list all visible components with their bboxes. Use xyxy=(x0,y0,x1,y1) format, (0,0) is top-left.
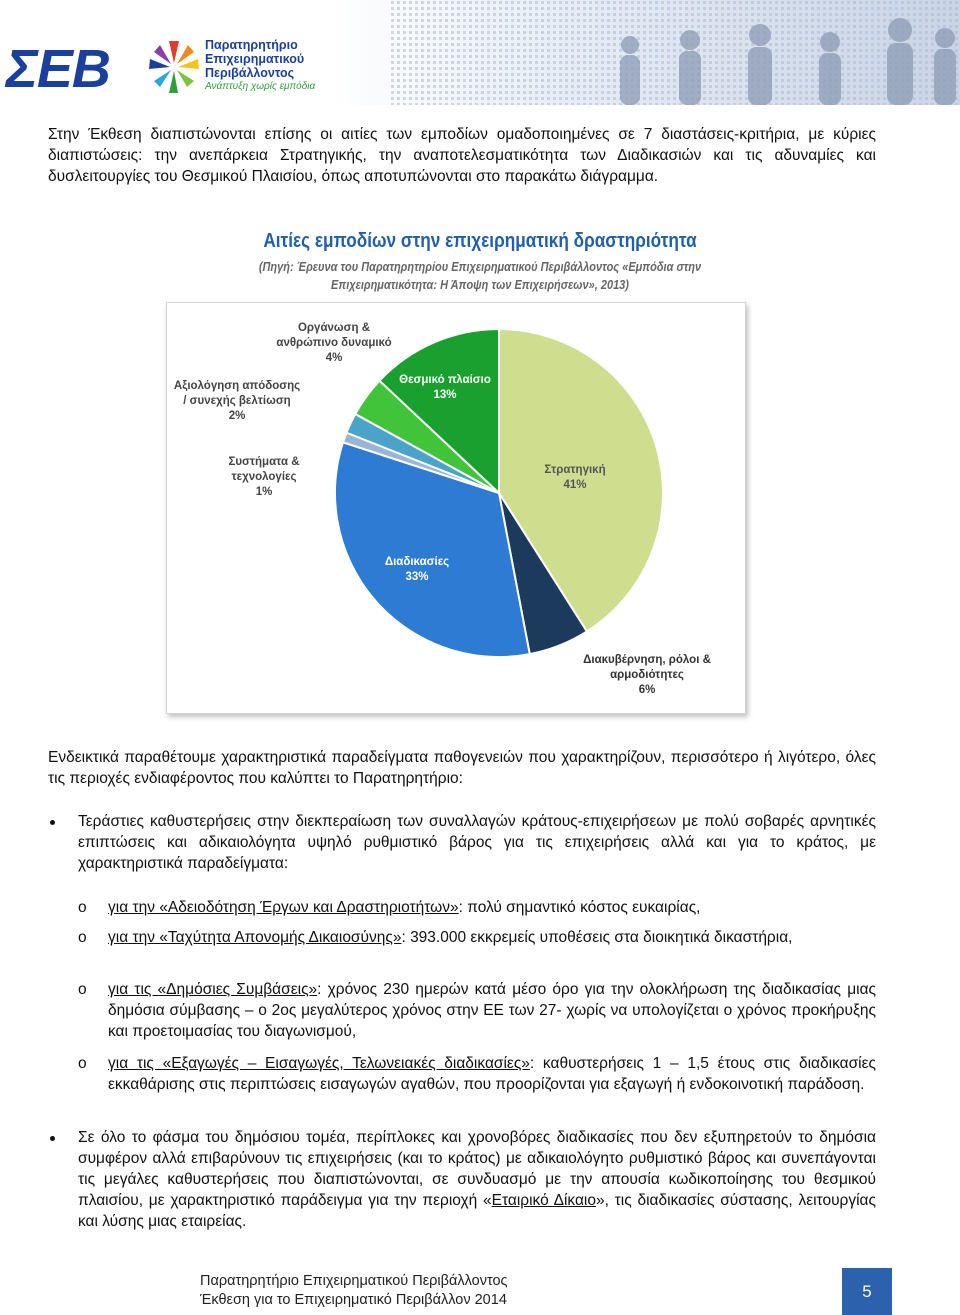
page-header xyxy=(0,0,960,105)
sub-list-marker: o xyxy=(78,899,87,916)
pie-slice-label: Αξιολόγηση απόδοσης / συνεχής βελτίωση 2% xyxy=(173,380,301,422)
footer-line2: Έκθεση για το Επιχειρηματικό Περιβάλλον 2014 xyxy=(200,1292,507,1308)
sev-logo-mark-icon xyxy=(147,38,201,96)
sub-list-text: για τις «Εξαγωγές – Εισαγωγές, Τελωνειακές διαδικασίες»: καθυστερήσεις 1 – 1,5 έτους στις διαδικασίες εκκαθάρισης στις περιπτώσεις εισαγωγών αγαθών, που προορίζονται για εξαγωγή ή ενδοκοινοτική παράδοση. xyxy=(108,1055,876,1093)
chart-title: Αιτίες εμποδίων στην επιχειρηματική δραστηριότητα xyxy=(263,230,697,252)
pie-chart xyxy=(167,303,745,713)
sub-list-text: για την «Αδειοδότηση Έργων και Δραστηριοτήτων»: πολύ σημαντικό κόστος ευκαιρίας, xyxy=(108,899,701,916)
footer-line1: Παρατηρητήριο Επιχειρηματικού Περιβάλλοντος xyxy=(200,1273,508,1289)
bullet-text: Σε όλο το φάσμα του δημόσιου τομέα, περίπλοκες και χρονοβόρες διαδικασίες που δεν εξυπηρετούν το δημόσια συμφέρον αλλά επιβαρύνουν τις επιχειρήσεις (και το κράτος) με αδικαιολόγητο ρυθμιστικό βάρος και συνεπάγονται τις μεγάλες καθυστερήσεις που διαπιστώνονται, σε συνδυασμό με την απουσία κωδικοποίησης του θεσμικού πλαισίου, με χαρακτηριστικό παράδειγμα για την περιοχή «Εταιρικό Δίκαιο», τις διαδικασίες σύστασης, λειτουργίας και λύσης μιας εταιρείας. xyxy=(78,1129,876,1230)
page-footer xyxy=(200,1272,508,1310)
sub-list-link[interactable]: για την «Ταχύτητα Απονομής Δικαιοσύνης» xyxy=(108,929,402,946)
sev-logo-text: ΣΕΒ xyxy=(6,39,110,99)
observatory-logo-text: Παρατηρητήριο Επιχειρηματικού Περιβάλλοντος Ανάπτυξη χωρίς εμπόδια xyxy=(205,38,316,92)
bullet-text: Τεράστιες καθυστερήσεις στην διεκπεραίωση των συναλλαγών κράτους-επιχειρήσεων με πολύ σοβαρές αρνητικές επιπτώσεις και αδικαιολόγητα υψηλό ρυθμιστικό βάρος για τις επιχειρήσεις αλλά και για το κράτος, με χαρακτηριστικά παραδείγματα: xyxy=(78,813,876,872)
sub-list-text: για την «Ταχύτητα Απονομής Δικαιοσύνης»: 393.000 εκκρεμείς υποθέσεις στα διοικητικά δικαστήρια, xyxy=(108,929,793,946)
sub-list-marker: o xyxy=(78,929,87,946)
pie-slice-label: Στρατηγική 41% xyxy=(544,464,606,491)
bullet-dot-icon xyxy=(50,1136,55,1141)
sub-list-marker: o xyxy=(78,1055,87,1072)
corporate-law-link[interactable]: Εταιρικό Δίκαιο xyxy=(491,1192,596,1209)
pie-slice-label: Διαδικασίες 33% xyxy=(384,556,450,583)
page-number: 5 xyxy=(842,1268,892,1315)
intro-paragraph: Στην Έκθεση διαπιστώνονται επίσης οι αιτίες των εμποδίων ομαδοποιημένες σε 7 διαστάσεις-κριτήρια, με κύριες διαπιστώσεις: την ανεπάρκεια Στρατηγικής, την αναποτελεσματικότητα των Διαδικασιών και τις αδυναμίες και δυσλειτουργίες του Θεσμικού Πλαισίου, όπως αποτυπώνονται στο παρακάτω διάγραμμα. xyxy=(48,126,876,185)
pie-slice-label: Διακυβέρνηση, ρόλοι & αρμοδιότητες 6% xyxy=(583,654,711,696)
sub-list-text: για τις «Δημόσιες Συμβάσεις»: χρόνος 230 ημερών κατά μέσο όρο για την ολοκλήρωση της διαδικασίας μιας δημόσια σύμβασης – ο 2ος μεγαλύτερος χρόνος στην ΕΕ των 27- χωρίς να υπολογίζεται ο χρόνος προκήρυξης και προετοιμασίας του διαγωνισμού, xyxy=(108,981,877,1040)
examples-intro-paragraph: Ενδεικτικά παραθέτουμε χαρακτηριστικά παραδείγματα παθογενειών που χαρακτηρίζουν, περισσότερο ή λιγότερο, όλες τις περιοχές ενδιαφέροντος που καλύπτει το Παρατηρητήριο: xyxy=(48,749,876,787)
bullet-dot-icon xyxy=(50,820,55,825)
sub-list-link[interactable]: για την «Αδειοδότηση Έργων και Δραστηριοτήτων» xyxy=(108,899,459,916)
sub-list-marker: o xyxy=(78,981,87,998)
pie-chart-frame xyxy=(166,302,746,714)
pie-slice-label: Οργάνωση & ανθρώπινο δυναμικό 4% xyxy=(276,322,392,364)
header-banner-image xyxy=(330,0,960,105)
chart-source: (Πηγή: Έρευνα του Παρατηρητηρίου Επιχειρηματικού Περιβάλλοντος «Εμπόδια στην Επιχειρηματικότητα: Η Άποψη των Επιχειρήσεων», 2013) xyxy=(258,260,702,292)
sub-list-link[interactable]: για τις «Δημόσιες Συμβάσεις» xyxy=(108,981,318,998)
pie-slice-label: Συστήματα & τεχνολογίες 1% xyxy=(228,456,300,498)
pie-slice-label: Θεσμικό πλαίσιο 13% xyxy=(399,374,491,401)
sub-list-link[interactable]: για τις «Εξαγωγές – Εισαγωγές, Τελωνειακές διαδικασίες» xyxy=(108,1055,530,1072)
